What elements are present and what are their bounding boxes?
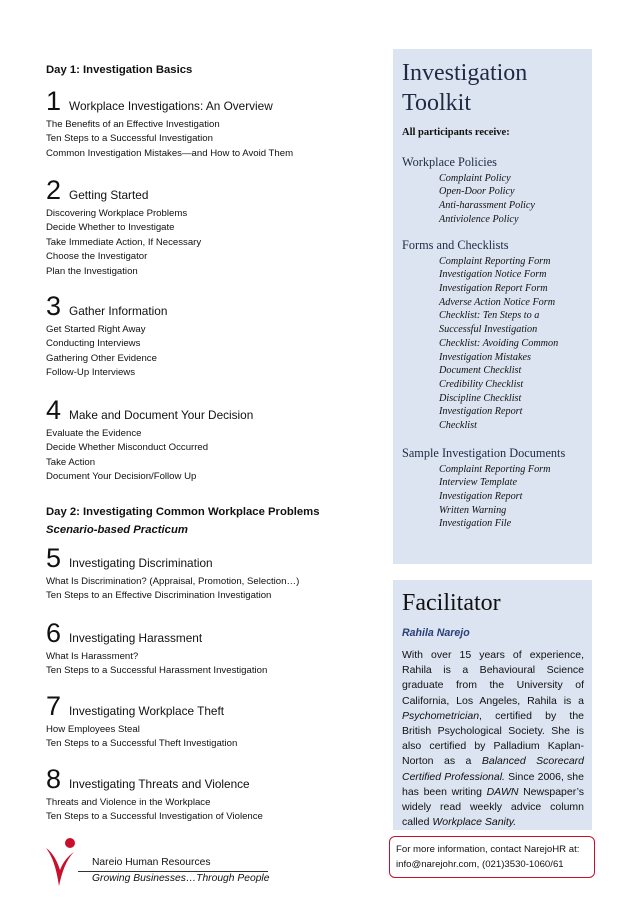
list-item: Successful Investigation bbox=[439, 324, 538, 336]
list-item: Document Your Decision/Follow Up bbox=[46, 471, 197, 483]
toolkit-group-samples bbox=[402, 446, 587, 531]
list-item: Decide Whether to Investigate bbox=[46, 222, 175, 234]
list-item: Interview Template bbox=[439, 477, 517, 489]
list-item: Investigation Mistakes bbox=[439, 351, 531, 363]
section-number: 1 bbox=[46, 86, 62, 116]
list-item: Ten Steps to a Successful Harassment Investigation bbox=[46, 665, 268, 677]
section-title: Investigating Threats and Violence bbox=[69, 777, 250, 791]
list-item: Document Checklist bbox=[439, 365, 522, 377]
agenda-section-4 bbox=[46, 397, 376, 485]
section-number: 2 bbox=[46, 175, 62, 205]
agenda-section-5 bbox=[46, 545, 376, 604]
agenda-section-8 bbox=[46, 766, 376, 825]
agenda-section-6 bbox=[46, 620, 376, 679]
facilitator-title: Facilitator bbox=[402, 590, 501, 616]
section-title: Make and Document Your Decision bbox=[69, 408, 254, 422]
section-number: 8 bbox=[46, 764, 62, 794]
toolkit-intro: All participants receive: bbox=[402, 127, 510, 138]
day1-heading: Day 1: Investigation Basics bbox=[46, 64, 193, 76]
list-item: Discovering Workplace Problems bbox=[46, 208, 188, 219]
list-item: Adverse Action Notice Form bbox=[439, 296, 556, 308]
section-number: 3 bbox=[46, 291, 62, 321]
section-title: Investigating Harassment bbox=[69, 631, 203, 645]
list-item: Complaint Reporting Form bbox=[439, 255, 551, 267]
list-item: Antiviolence Policy bbox=[439, 213, 519, 225]
section-number: 5 bbox=[46, 543, 62, 573]
section-number: 4 bbox=[46, 395, 62, 425]
list-item: Credibility Checklist bbox=[439, 378, 524, 390]
list-item: Take Immediate Action, If Necessary bbox=[46, 236, 202, 248]
list-item: Ten Steps to an Effective Discrimination Investigation bbox=[46, 590, 272, 602]
agenda-section-1 bbox=[46, 88, 376, 161]
list-item: Checklist: Avoiding Common bbox=[439, 337, 559, 349]
list-item: Take Action bbox=[46, 456, 96, 468]
list-item: Ten Steps to a Successful Investigation of Violence bbox=[46, 811, 263, 823]
list-item: What Is Harassment? bbox=[46, 651, 139, 662]
list-item: Investigation Report bbox=[439, 406, 523, 418]
list-item: Get Started Right Away bbox=[46, 324, 146, 335]
toolkit-group-title: Forms and Checklists bbox=[402, 238, 509, 252]
toolkit-title: Investigation Toolkit bbox=[402, 60, 528, 116]
list-item: Investigation Report Form bbox=[439, 283, 548, 294]
list-item: The Benefits of an Effective Investigation bbox=[46, 119, 220, 130]
list-item: Gathering Other Evidence bbox=[46, 352, 157, 364]
list-item: Open-Door Policy bbox=[439, 186, 515, 198]
list-item: Complaint Reporting Form bbox=[439, 463, 551, 475]
section-number: 6 bbox=[46, 618, 62, 648]
list-item: Checklist bbox=[439, 420, 477, 432]
footer-divider bbox=[78, 871, 268, 872]
facilitator-bio: With over 15 years of experience, Rahila is a Behavioural Science graduate from the University of California, Los Angeles, Rahila is a Psychometrician, certified by the British Psychological Society. She is also certified by Palladium Kaplan-Norton as a Balanced Scorecard Certified Professional. Since 2006, she has been writing DAWN Newspaper’s widely read weekly advice column called Workplace Sanity. bbox=[402, 649, 584, 829]
section-title: Workplace Investigations: An Overview bbox=[69, 99, 273, 113]
list-item: Complaint Policy bbox=[439, 172, 511, 184]
facilitator-panel bbox=[393, 580, 592, 830]
toolkit-group-policies bbox=[402, 155, 587, 226]
day2-heading: Day 2: Investigating Common Workplace Problems bbox=[46, 506, 320, 518]
list-item: Conducting Interviews bbox=[46, 338, 141, 350]
contact-box bbox=[389, 836, 595, 878]
company-tagline: Growing Businesses…Through People bbox=[92, 873, 270, 884]
list-item: Ten Steps to a Successful Investigation bbox=[46, 133, 213, 145]
list-item: Ten Steps to a Successful Theft Investigation bbox=[46, 738, 238, 750]
section-title: Gather Information bbox=[69, 304, 168, 318]
list-item: Written Warning bbox=[439, 504, 507, 516]
list-item: What Is Discrimination? (Appraisal, Promotion, Selection…) bbox=[46, 576, 300, 587]
section-number: 7 bbox=[46, 691, 62, 721]
list-item: Follow-Up Interviews bbox=[46, 367, 136, 379]
contact-text: For more information, contact NarejoHR at: bbox=[396, 844, 580, 855]
toolkit-group-title: Sample Investigation Documents bbox=[402, 446, 566, 460]
list-item: Decide Whether Misconduct Occurred bbox=[46, 442, 209, 454]
agenda-section-2 bbox=[46, 177, 376, 279]
list-item: Plan the Investigation bbox=[46, 265, 138, 277]
list-item: Investigation File bbox=[439, 518, 512, 530]
section-title: Getting Started bbox=[69, 188, 149, 202]
facilitator-name: Rahila Narejo bbox=[402, 627, 470, 639]
figure-logo-icon bbox=[44, 836, 78, 890]
list-item: Common Investigation Mistakes—and How to Avoid Them bbox=[46, 147, 294, 159]
section-title: Investigating Workplace Theft bbox=[69, 704, 225, 718]
list-item: Checklist: Ten Steps to a bbox=[439, 310, 540, 322]
list-item: Threats and Violence in the Workplace bbox=[46, 797, 211, 808]
day2-subheading: Scenario-based Practicum bbox=[46, 524, 188, 536]
list-item: Choose the Investigator bbox=[46, 251, 148, 263]
list-item: How Employees Steal bbox=[46, 724, 140, 735]
toolkit-group-title: Workplace Policies bbox=[402, 155, 497, 169]
list-item: Investigation Report bbox=[439, 491, 523, 502]
agenda-section-7 bbox=[46, 693, 376, 752]
contact-details-link[interactable]: info@narejohr.com, (021)3530-1060/61 bbox=[396, 859, 564, 870]
agenda-section-3 bbox=[46, 293, 376, 381]
list-item: Investigation Notice Form bbox=[439, 269, 547, 281]
toolkit-panel bbox=[393, 49, 592, 564]
list-item: Anti-harassment Policy bbox=[439, 200, 535, 211]
list-item: Evaluate the Evidence bbox=[46, 428, 142, 439]
section-title: Investigating Discrimination bbox=[69, 556, 213, 570]
list-item: Discipline Checklist bbox=[439, 392, 522, 404]
company-name: Nareio Human Resources bbox=[92, 857, 211, 868]
toolkit-group-forms bbox=[402, 238, 587, 433]
